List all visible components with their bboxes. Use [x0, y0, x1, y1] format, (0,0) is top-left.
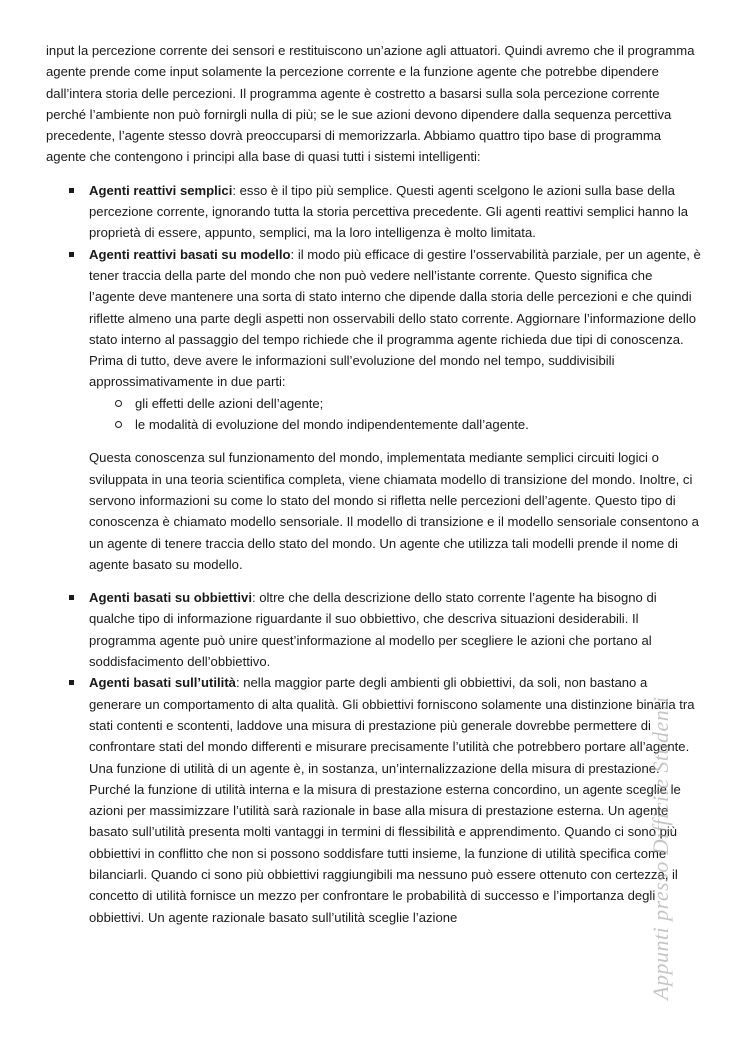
sub-list-item: le modalità di evoluzione del mondo indipendentemente dall’agente. — [89, 414, 701, 435]
list-item — [46, 672, 701, 928]
agent-type-description: : nella maggior parte degli ambienti gli obbiettivi, da soli, non bastano a generare un comportamento di alta qualità. Gli obbiettivi forniscono solamente una distinzione binaria tra stati contenti e scontenti, laddove una misura di prestazione più generale dovrebbe permettere di confrontare stati del mondo differenti e misurare precisamente l’utilità che potrebbero portare all’agente. Una funzione di utilità di un agente è, in sostanza, un’internalizzazione della misura di prestazione. Purché la funzione di utilità interna e la misura di prestazione esterna concordino, un agente sceglie le azioni per massimizzare l’utilità sarà razionale in base alla misura di prestazione esterna. Un agente basato sull’utilità presenta molti vantaggi in termini di flessibilità e apprendimento. Quando ci sono più obbiettivi in conflitto che non si possono soddisfare tutti insieme, la funzione di utilità specifica come bilanciarli. Quando ci sono più obbiettivi raggiungibili ma nessuno può essere ottenuto con certezza, il concetto di utilità fornisce un mezzo per confrontare le probabilità di successo e l’importanza degli obbiettivi. Un agente razionale basato sull’utilità sceglie l’azione — [89, 675, 695, 925]
list-item — [46, 587, 701, 672]
sub-list-item: gli effetti delle azioni dell’agente; — [89, 393, 701, 414]
agent-type-description: : oltre che della descrizione dello stato corrente l’agente ha bisogno di qualche tipo di informazione riguardante il suo obbiettivo, che descriva situazioni desiderabili. Il programma agente può unire quest’informazione al modello per scegliere le azioni che portano al soddisfacimento dell’obbiettivo. — [89, 590, 657, 670]
agent-types-list-continued — [46, 587, 701, 928]
model-continuation-paragraph: Questa conoscenza sul funzionamento del mondo, implementata mediante semplici circuiti logici o sviluppata in una teoria scientifica completa, viene chiamata modello di transizione del mondo. Inoltre, ci servono informazioni su come lo stato del mondo si rifletta nelle percezioni dell’agente. Questo tipo di conoscenza è chiamato modello sensoriale. Il modello di transizione e il modello sensoriale consentono a un agente di tenere traccia dello stato del mondo. Un agente che utilizza tali modelli prende il nome di agente basato su modello. — [89, 450, 699, 572]
document-page — [46, 40, 701, 928]
agent-type-description: : esso è il tipo più semplice. Questi agenti scelgono le azioni sulla base della percezione corrente, ignorando tutta la storia percettiva precedente. Gli agenti reattivi semplici hanno la proprietà di essere, appunto, semplici, ma la loro intelligenza è molto limitata. — [89, 182, 689, 241]
agent-types-list — [46, 180, 701, 436]
agent-type-term: Agenti basati sull’utilità — [89, 675, 236, 691]
intro-paragraph: input la percezione corrente dei sensori e restituiscono un’azione agli attuatori. Quindi avremo che il programma agente prende come input solamente la percezione corrente e la funzione agente che potrebbe dipendere dall’intera storia delle percezioni. Il programma agente è costretto a basarsi sulla sola percezione corrente perché l’ambiente non può fornirgli nulla di più; se le sue azioni devono dipendere dalla sequenza percettiva precedente, l’agente stesso dovrà preoccuparsi di memorizzarla. Abbiamo quattro tipo base di programma agente che contengono i principi alla base di quasi tutti i sistemi intelligenti: — [46, 43, 695, 165]
agent-type-description: : il modo più efficace di gestire l’osservabilità parziale, per un agente, è tener traccia della parte del mondo che non può vedere nell’istante corrente. Questo significa che l’agente deve mantenere una sorta di stato interno che dipende dalla storia delle percezioni e che quindi riflette almeno una parte degli aspetti non osservabili dello stato corrente. Aggiornare l’informazione dello stato interno al passaggio del tempo richiede che il programma agente richieda due tipi di conoscenza. Prima di tutto, deve avere le informazioni sull’evoluzione del mondo nel tempo, suddivisibili approssimativamente in due parti: — [89, 246, 701, 390]
agent-type-term: Agenti basati su obbiettivi — [89, 590, 252, 606]
sub-list — [89, 393, 701, 436]
watermark: Appunti presso Difficile Studenti — [648, 696, 673, 1000]
agent-type-term: Agenti reattivi semplici — [89, 182, 233, 198]
agent-type-term: Agenti reattivi basati su modello — [89, 246, 291, 262]
list-item — [46, 244, 701, 436]
list-item — [46, 180, 701, 244]
